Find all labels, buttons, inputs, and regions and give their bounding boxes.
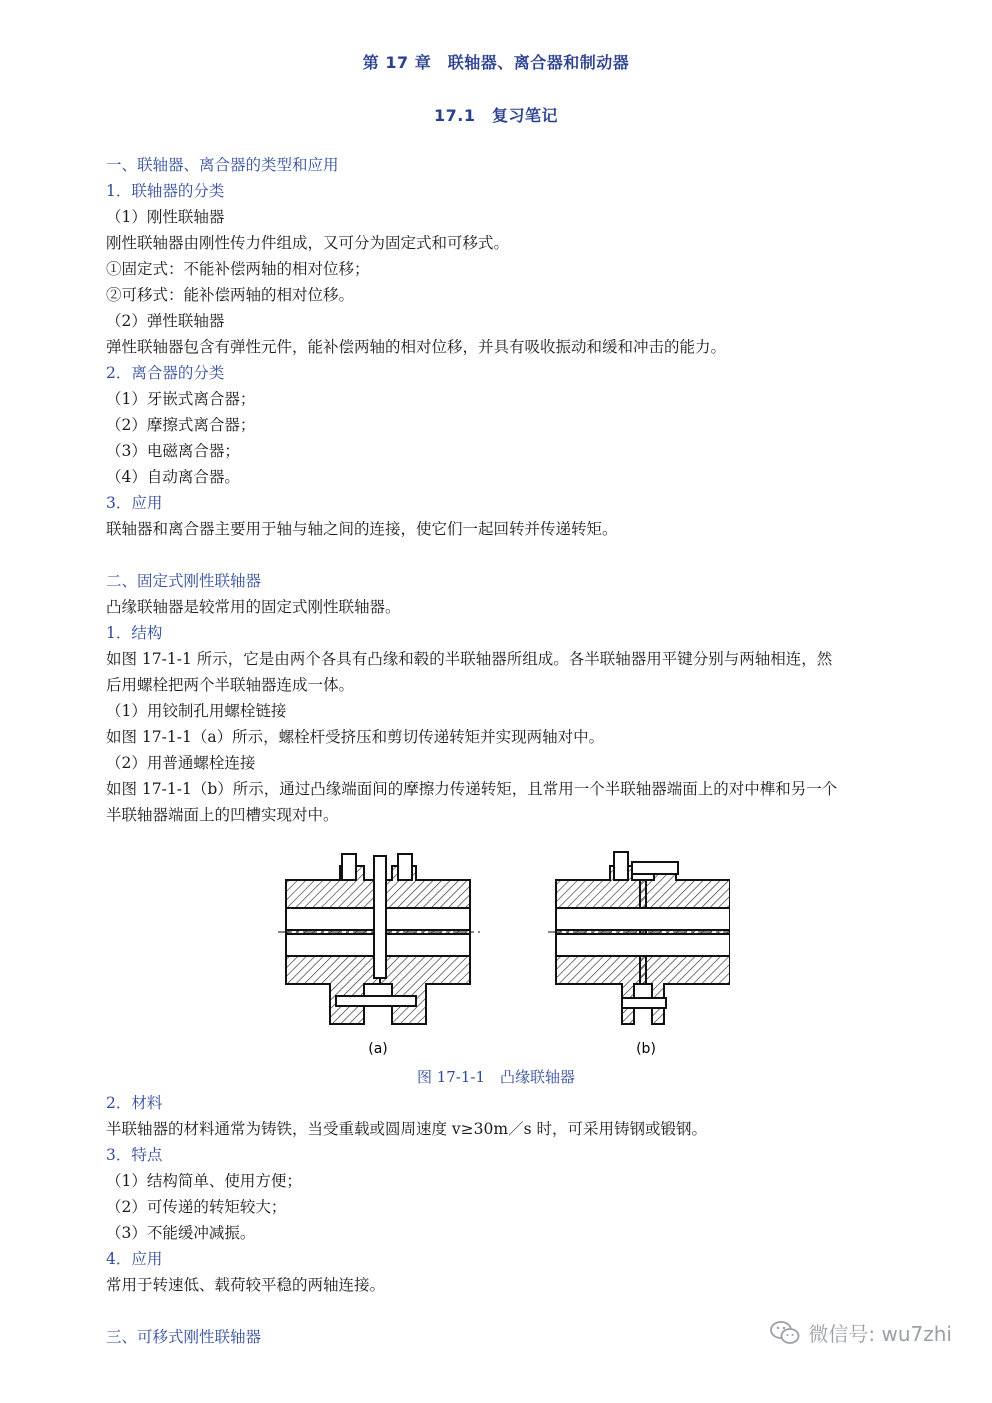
text-line: （1）结构简单、使用方便； — [106, 1172, 302, 1190]
coupling-b-drawing — [548, 852, 730, 1024]
section-heading: 1．联轴器的分类 — [106, 182, 225, 200]
text-line: （2）用普通螺栓连接 — [106, 754, 256, 772]
flange-coupling-figure — [270, 848, 730, 1063]
figure-caption: 图 17-1-1 凸缘联轴器 — [416, 1068, 576, 1086]
section-heading: 3．应用 — [106, 494, 163, 512]
section-heading: 3．特点 — [106, 1146, 163, 1164]
chapter-title: 第 17 章 联轴器、离合器和制动器 — [362, 53, 630, 72]
coupling-a-drawing — [278, 854, 480, 1024]
section-heading: 一、联轴器、离合器的类型和应用 — [106, 156, 339, 174]
text-line: 半联轴器的材料通常为铸铁，当受重载或圆周速度 v≥30m／s 时，可采用铸钢或锻钢。 — [106, 1120, 707, 1138]
watermark-text: 微信号: wu7zhi — [808, 1322, 952, 1346]
section-title: 17.1 复习笔记 — [434, 106, 558, 125]
section-heading: 2．材料 — [106, 1094, 163, 1112]
figure-b-label: (b) — [636, 1041, 656, 1057]
text-line: （3）不能缓冲减振。 — [106, 1224, 256, 1242]
section-heading: 4．应用 — [106, 1250, 163, 1268]
text-line: （4）自动离合器。 — [106, 468, 240, 486]
section-heading: 2．离合器的分类 — [106, 364, 225, 382]
text-line: （2）摩擦式离合器； — [106, 416, 256, 434]
text-line: （3）电磁离合器； — [106, 442, 240, 460]
text-line: （1）用铰制孔用螺栓链接 — [106, 702, 287, 720]
text-line: 如图 17-1-1（a）所示，螺栓杆受挤压和剪切传递转矩并实现两轴对中。 — [106, 728, 605, 746]
text-line: （1）刚性联轴器 — [106, 208, 225, 226]
text-line: 后用螺栓把两个半联轴器连成一体。 — [106, 676, 355, 694]
text-line: （2）可传递的转矩较大； — [106, 1198, 287, 1216]
text-line: 联轴器和离合器主要用于轴与轴之间的连接，使它们一起回转并传递转矩。 — [106, 520, 618, 538]
text-line: （2）弹性联轴器 — [106, 312, 225, 330]
wechat-icon — [770, 1320, 800, 1346]
text-line: ②可移式：能补偿两轴的相对位移。 — [106, 286, 355, 304]
text-line: 刚性联轴器由刚性传力件组成，又可分为固定式和可移式。 — [106, 234, 510, 252]
section-heading: 1．结构 — [106, 624, 163, 642]
wechat-watermark — [770, 1318, 952, 1347]
text-line: 半联轴器端面上的凹槽实现对中。 — [106, 806, 339, 824]
section-heading: 三、可移式刚性联轴器 — [106, 1328, 262, 1346]
text-line: （1）牙嵌式离合器； — [106, 390, 256, 408]
section-heading: 二、固定式刚性联轴器 — [106, 572, 262, 590]
text-line: ①固定式：不能补偿两轴的相对位移； — [106, 260, 370, 278]
text-line: 常用于转速低、载荷较平稳的两轴连接。 — [106, 1276, 386, 1294]
text-line: 如图 17-1-1 所示，它是由两个各具有凸缘和毂的半联轴器所组成。各半联轴器用平键分别与两轴相连，然 — [106, 650, 833, 668]
text-line: 如图 17-1-1（b）所示，通过凸缘端面间的摩擦力传递转矩，且常用一个半联轴器端面上的对中榫和另一个 — [106, 780, 838, 798]
figure-a-label: (a) — [368, 1041, 388, 1057]
text-line: 弹性联轴器包含有弹性元件，能补偿两轴的相对位移，并具有吸收振动和缓和冲击的能力。 — [106, 338, 727, 356]
text-line: 凸缘联轴器是较常用的固定式刚性联轴器。 — [106, 598, 401, 616]
